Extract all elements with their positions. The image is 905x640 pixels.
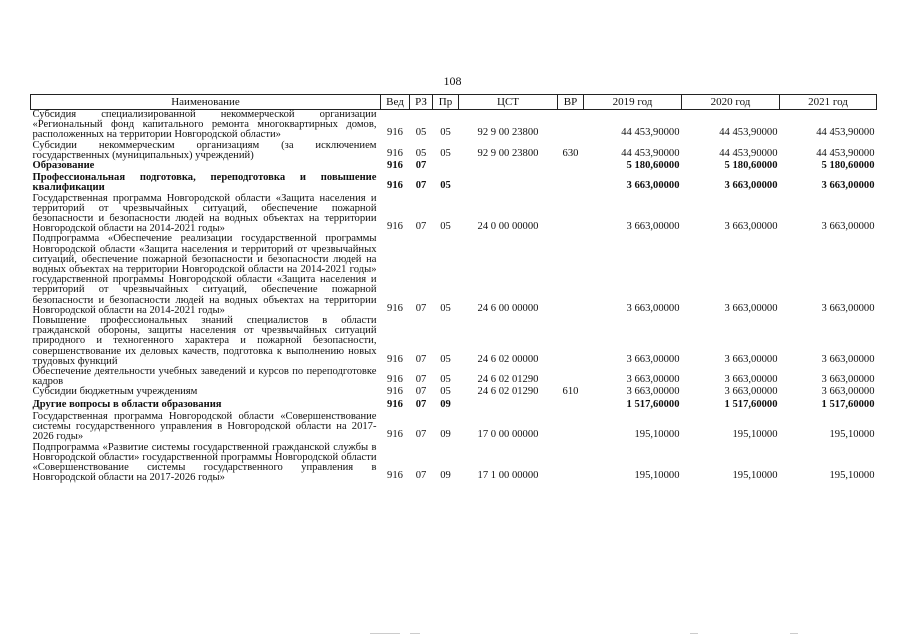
cell-y2021: 3 663,00000 <box>821 387 875 398</box>
table-row <box>31 194 877 235</box>
cell-rz: 07 <box>415 161 427 172</box>
cell-vr <box>558 316 584 367</box>
cell-rz: 07 <box>415 429 427 441</box>
cell-ved: 916 <box>387 127 403 139</box>
cell-y2019: 195,10000 <box>634 429 680 441</box>
cell-rz: 07 <box>415 399 427 410</box>
cell-rz: 07 <box>415 180 427 192</box>
cell-pr: 05 <box>440 353 451 365</box>
cell-pr: 09 <box>440 470 451 482</box>
cell-vr <box>558 234 584 316</box>
cell-pr: 09 <box>440 399 451 410</box>
cell-pr: 05 <box>440 147 451 159</box>
cell-vr <box>558 194 584 235</box>
cell-name: Субсидии бюджетным учреждениям <box>32 386 198 398</box>
table-row <box>31 141 877 161</box>
cell-cst: 17 0 00 00000 <box>477 429 539 441</box>
cell-y2019: 195,10000 <box>634 470 680 482</box>
cell-ved: 916 <box>387 161 403 172</box>
header-name: Наименование <box>31 95 381 110</box>
cell-rz: 07 <box>415 374 427 386</box>
cell-ved: 916 <box>387 387 403 398</box>
cell-y2020: 195,10000 <box>732 429 778 441</box>
cell-y2021: 44 453,90000 <box>816 147 875 159</box>
header-vr: ВР <box>558 95 584 110</box>
cell-vr <box>558 161 584 173</box>
cell-cst: 24 6 00 00000 <box>477 302 539 314</box>
cell-y2019: 1 517,60000 <box>626 399 680 410</box>
cell-name: Обеспечение деятельности учебных заведений и курсов по переподготовке кадров <box>32 366 377 388</box>
cell-cst: 24 0 00 00000 <box>477 221 539 233</box>
cell-ved: 916 <box>387 353 403 365</box>
cell-name: Субсидия специализированной некоммерческой организации «Региональный фонд капитального ремонта многоквартирных домов, расположенных на территории Новгородской области» <box>32 109 377 141</box>
cell-vr: 610 <box>562 387 579 398</box>
cell-y2021: 3 663,00000 <box>821 180 875 192</box>
table-row <box>31 412 877 443</box>
cell-y2019: 44 453,90000 <box>621 147 680 159</box>
cell-y2019: 3 663,00000 <box>626 374 680 386</box>
header-rz: РЗ <box>410 95 433 110</box>
cell-rz: 05 <box>415 147 427 159</box>
cell-y2021: 3 663,00000 <box>821 221 875 233</box>
cell-rz: 07 <box>415 470 427 482</box>
cell-ved: 916 <box>387 221 403 233</box>
cell-vr <box>558 400 584 412</box>
cell-vr <box>558 110 584 141</box>
table-row <box>31 173 877 193</box>
cell-rz: 07 <box>415 387 427 398</box>
cell-y2021: 195,10000 <box>829 429 875 441</box>
cell-ved: 916 <box>387 470 403 482</box>
page-number: 108 <box>443 74 462 88</box>
cell-ved: 916 <box>387 399 403 410</box>
cell-rz: 05 <box>415 127 427 139</box>
cell-y2021: 5 180,60000 <box>821 161 875 172</box>
scan-artifact <box>370 633 400 634</box>
cell-name: Государственная программа Новгородской области «Защита населения и территорий от чрезвычайных ситуаций, обеспечение пожарной безопасности и безопасности людей на водных объектах на территории Новгородской области на 2014-2021 годы» <box>32 192 377 235</box>
cell-name: Субсидии некоммерческим организациям (за исключением государственных (муниципальных) учреждений) <box>32 139 377 161</box>
cell-y2020: 3 663,00000 <box>724 353 778 365</box>
scan-artifact <box>790 633 798 634</box>
scan-artifact <box>690 633 698 634</box>
cell-pr: 05 <box>440 221 451 233</box>
cell-name: Подпрограмма «Развитие системы государственной гражданской службы в Новгородской области» государственной программы Новгородской области «Совершенствование системы государственного управления в Новгородской области на 2017-2026 годы» <box>32 441 377 484</box>
table-row <box>31 316 877 367</box>
cell-cst: 24 6 02 01290 <box>477 374 539 386</box>
table-row <box>31 367 877 387</box>
cell-vr <box>558 367 584 387</box>
cell-cst: 17 1 00 00000 <box>477 470 539 482</box>
cell-y2021: 44 453,90000 <box>816 127 875 139</box>
cell-y2020: 5 180,60000 <box>724 161 778 172</box>
cell-cst <box>459 400 558 412</box>
cell-cst <box>459 161 558 173</box>
cell-name: Государственная программа Новгородской области «Совершенствование системы государственного управления в Новгородской области на 2017-2026 годы» <box>32 410 377 443</box>
scan-artifact <box>410 633 420 634</box>
cell-ved: 916 <box>387 302 403 314</box>
cell-y2020: 195,10000 <box>732 470 778 482</box>
cell-vr <box>558 173 584 193</box>
header-2019: 2019 год <box>584 95 682 110</box>
table-row <box>31 110 877 141</box>
cell-cst: 92 9 00 23800 <box>477 127 539 139</box>
cell-y2019: 3 663,00000 <box>626 302 680 314</box>
cell-rz: 07 <box>415 221 427 233</box>
cell-y2019: 5 180,60000 <box>626 161 680 172</box>
header-row <box>31 95 877 110</box>
header-2021: 2021 год <box>780 95 877 110</box>
cell-pr: 05 <box>440 387 451 398</box>
cell-pr: 05 <box>440 180 451 192</box>
table-row <box>31 234 877 316</box>
cell-cst: 24 6 02 00000 <box>477 353 539 365</box>
header-ved: Вед <box>381 95 410 110</box>
cell-y2020: 44 453,90000 <box>719 147 778 159</box>
cell-y2019: 3 663,00000 <box>626 353 680 365</box>
cell-pr <box>433 161 459 173</box>
cell-pr: 05 <box>440 374 451 386</box>
cell-y2020: 3 663,00000 <box>724 302 778 314</box>
cell-pr: 05 <box>440 302 451 314</box>
cell-rz: 07 <box>415 302 427 314</box>
table-row <box>31 387 877 399</box>
cell-y2020: 1 517,60000 <box>724 399 778 410</box>
cell-y2019: 3 663,00000 <box>626 221 680 233</box>
table-row <box>31 443 877 484</box>
cell-y2021: 195,10000 <box>829 470 875 482</box>
header-2020: 2020 год <box>682 95 780 110</box>
cell-y2021: 1 517,60000 <box>821 399 875 410</box>
cell-y2020: 3 663,00000 <box>724 180 778 192</box>
cell-y2019: 3 663,00000 <box>626 180 680 192</box>
cell-pr: 09 <box>440 429 451 441</box>
header-pr: Пр <box>433 95 459 110</box>
cell-y2019: 3 663,00000 <box>626 387 680 398</box>
cell-y2020: 3 663,00000 <box>724 387 778 398</box>
cell-ved: 916 <box>387 374 403 386</box>
cell-vr <box>558 412 584 443</box>
cell-pr: 05 <box>440 127 451 139</box>
cell-cst: 92 9 00 23800 <box>477 147 539 159</box>
cell-vr <box>558 443 584 484</box>
cell-name: Образование <box>32 160 95 172</box>
cell-y2020: 3 663,00000 <box>724 221 778 233</box>
cell-y2020: 44 453,90000 <box>719 127 778 139</box>
cell-name: Повышение профессиональных знаний специалистов в области гражданской обороны, защиты населения от чрезвычайных ситуаций природного и техногенного характера и пожарной безопасности, совершенствование их деловых качеств, подготовка к выполнению новых трудовых функций <box>32 315 377 367</box>
cell-y2021: 3 663,00000 <box>821 302 875 314</box>
cell-ved: 916 <box>387 429 403 441</box>
cell-y2021: 3 663,00000 <box>821 353 875 365</box>
cell-ved: 916 <box>387 147 403 159</box>
cell-name: Другие вопросы в области образования <box>32 398 222 410</box>
cell-name: Профессиональная подготовка, переподготовка и повышение квалификации <box>32 172 377 194</box>
cell-ved: 916 <box>387 180 403 192</box>
cell-y2021: 3 663,00000 <box>821 374 875 386</box>
cell-rz: 07 <box>415 353 427 365</box>
cell-cst <box>459 173 558 193</box>
cell-cst: 24 6 02 01290 <box>477 387 539 398</box>
budget-table <box>30 94 877 483</box>
header-cst: ЦСТ <box>459 95 558 110</box>
cell-y2019: 44 453,90000 <box>621 127 680 139</box>
cell-name: Подпрограмма «Обеспечение реализации государственной программы Новгородской области «Защита населения и территорий от чрезвычайных ситуаций, обеспечение пожарной безопасности и безопасности людей на водных объектах на территории Новгородской области на 2014-2021 годы» государственной программы Новгородской области «Защита населения и территорий от чрезвычайных ситуаций, обеспечение пожарной безопасности и безопасности людей на водных объектах на территории Новгородской области на 2014-2021 годы» <box>32 233 377 316</box>
cell-vr: 630 <box>562 147 579 159</box>
cell-y2020: 3 663,00000 <box>724 374 778 386</box>
